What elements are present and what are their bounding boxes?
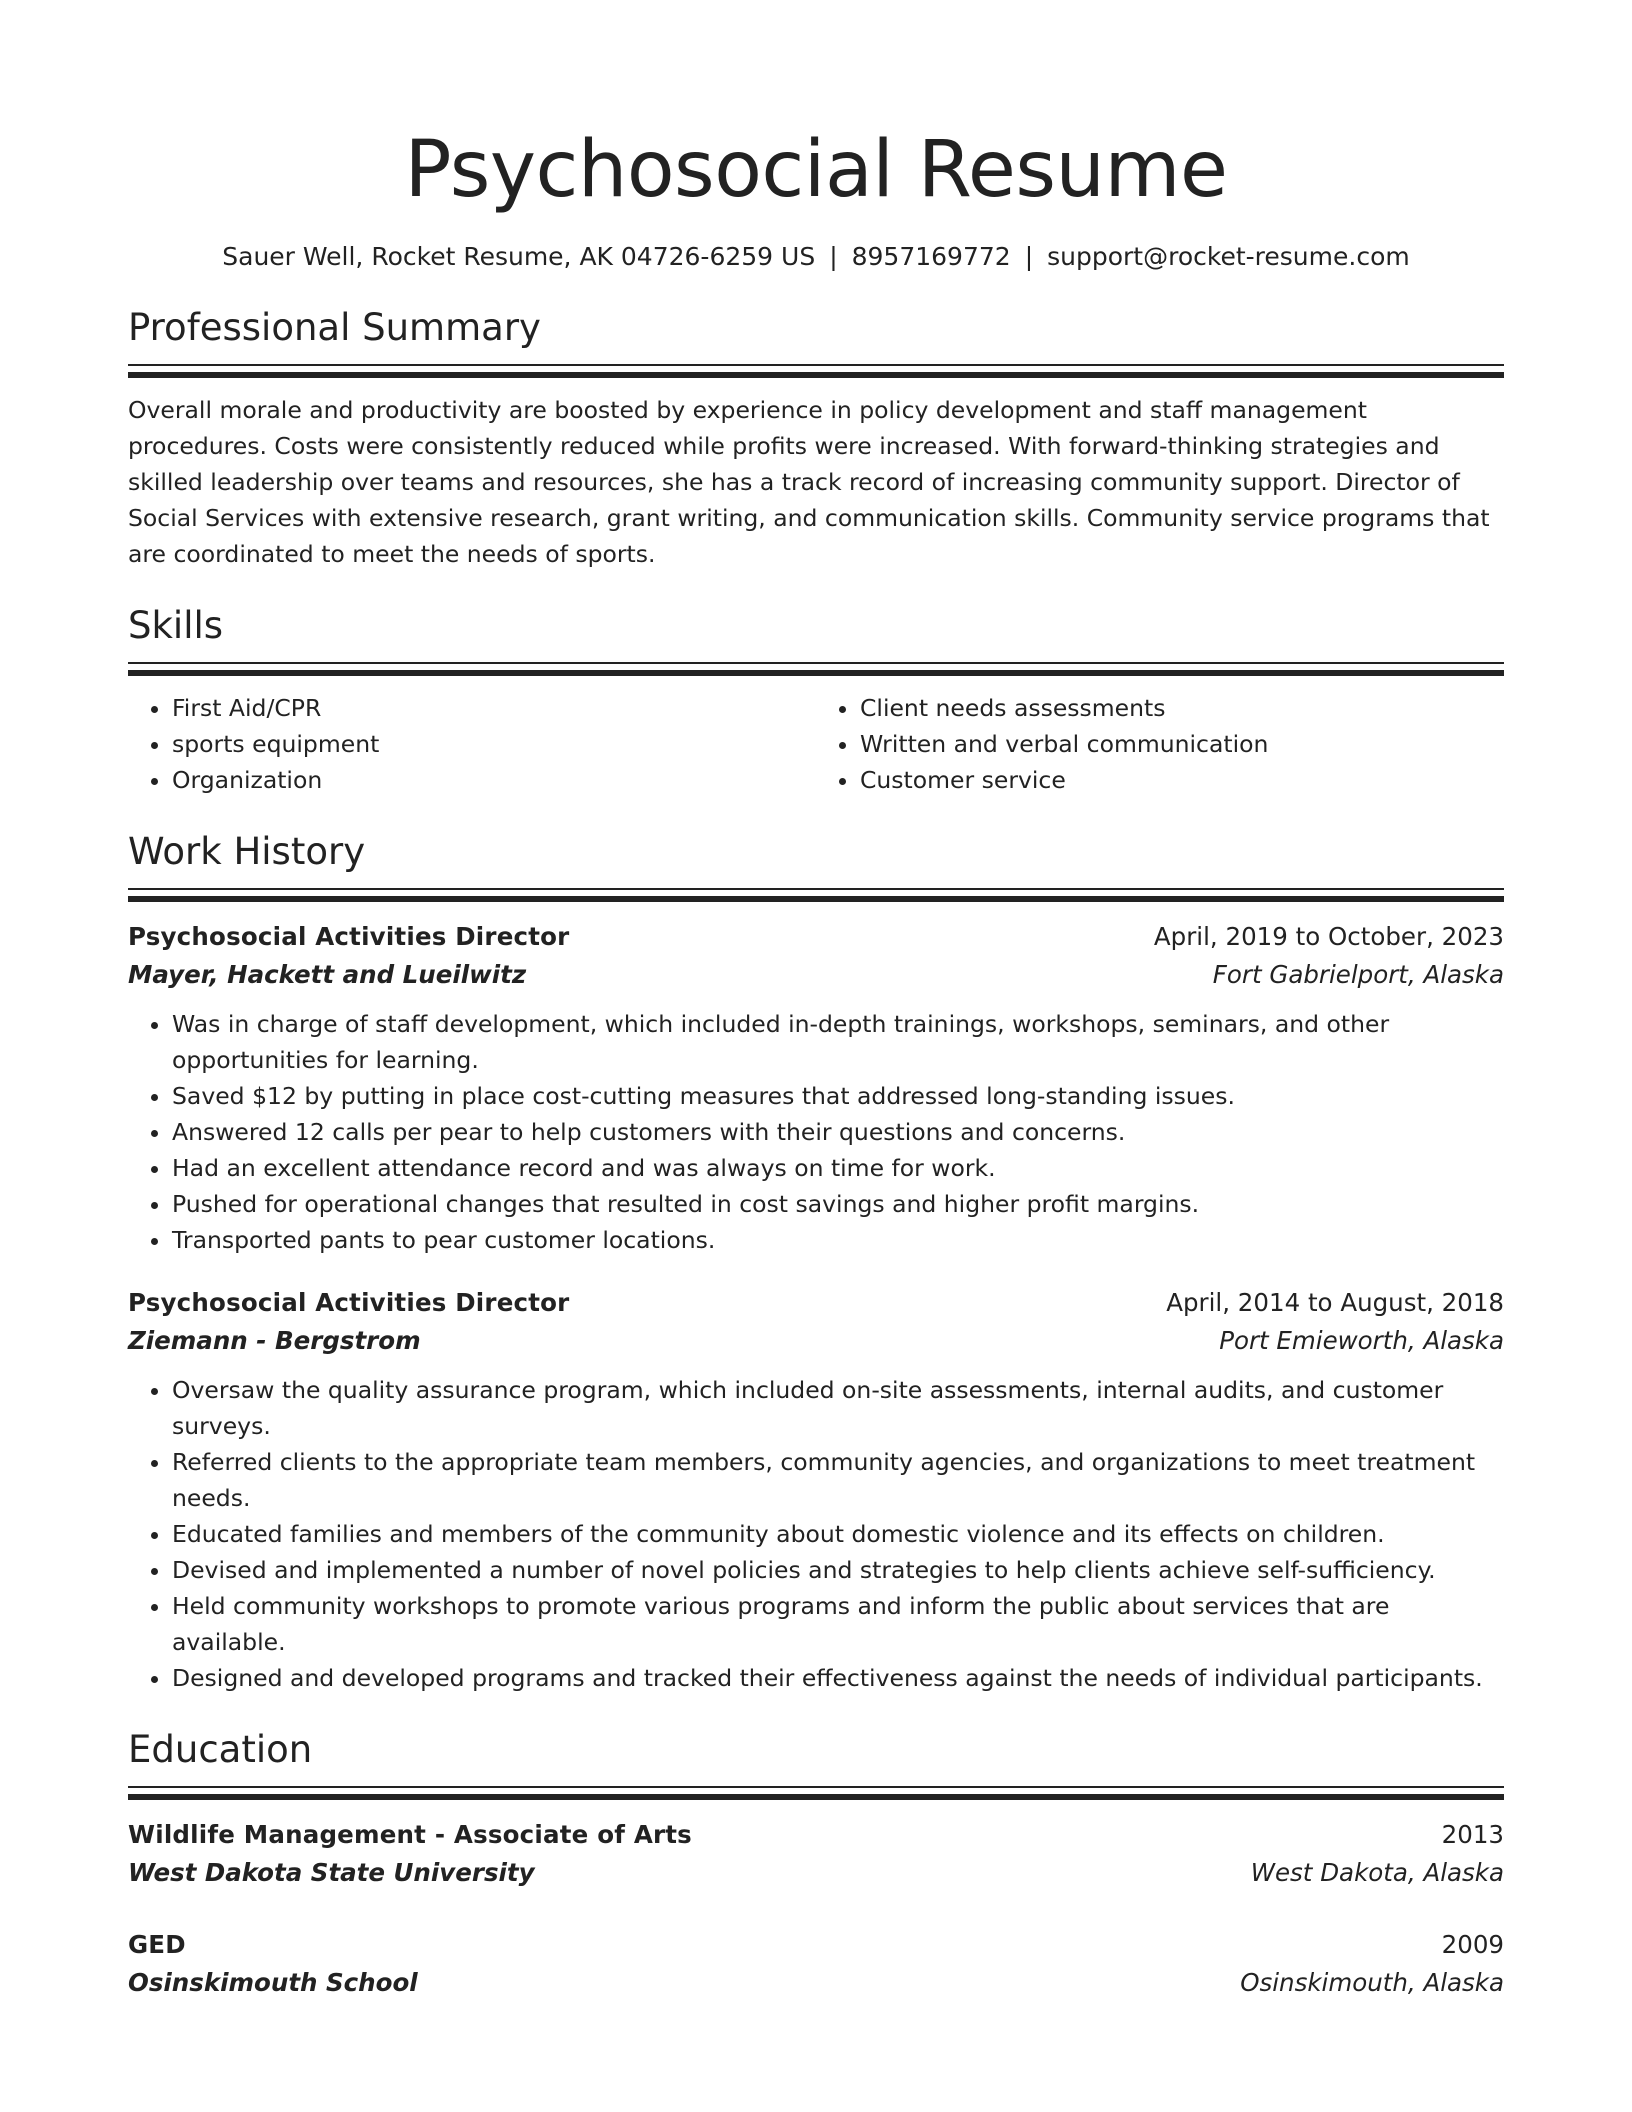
skill-item: • sports equipment xyxy=(172,726,816,762)
job-bullet: • Had an excellent attendance record and was always on time for work. xyxy=(172,1150,1504,1186)
education-heading: Education xyxy=(128,1728,313,1771)
job-bullets xyxy=(128,1372,1504,1696)
contact-separator: | xyxy=(1024,242,1034,271)
skill-item: • Customer service xyxy=(860,762,1504,798)
job-bullets xyxy=(128,1006,1504,1258)
education-school-row xyxy=(128,1854,1504,1892)
education-entry xyxy=(128,1816,1504,1892)
job-location: Fort Gabrielport, Alaska xyxy=(1212,960,1504,989)
education-section xyxy=(128,1726,1504,2002)
job-bullet: • Devised and implemented a number of novel policies and strategies to help clients achieve self-sufficiency. xyxy=(172,1552,1504,1588)
skill-item: • Client needs assessments xyxy=(860,690,1504,726)
section-divider xyxy=(128,1786,1504,1788)
job-title: Psychosocial Activities Director xyxy=(128,1288,570,1317)
education-school: West Dakota State University xyxy=(128,1858,535,1887)
job-bullet: • Designed and developed programs and tracked their effectiveness against the needs of individual participants. xyxy=(172,1660,1504,1696)
job-bullet: • Was in charge of staff development, which included in-depth trainings, workshops, seminars, and other opportunities for learning. xyxy=(172,1006,1504,1078)
job-company: Mayer, Hackett and Lueilwitz xyxy=(128,960,527,989)
skills-list-left xyxy=(128,690,816,798)
education-school-row xyxy=(128,1964,1504,2002)
job-bullet: • Answered 12 calls per pear to help customers with their questions and concerns. xyxy=(172,1114,1504,1150)
education-degree: GED xyxy=(128,1930,186,1959)
section-divider-thick xyxy=(128,896,1504,902)
education-year: 2009 xyxy=(1441,1930,1504,1959)
job-entry xyxy=(128,1284,1504,1696)
education-entry xyxy=(128,1926,1504,2002)
skill-item: • First Aid/CPR xyxy=(172,690,816,726)
job-title: Psychosocial Activities Director xyxy=(128,922,570,951)
section-divider-thick xyxy=(128,670,1504,676)
education-location: West Dakota, Alaska xyxy=(1250,1858,1504,1887)
skill-item: • Written and verbal communication xyxy=(860,726,1504,762)
section-divider xyxy=(128,888,1504,890)
job-bullet: • Referred clients to the appropriate team members, community agencies, and organizations to meet treatment needs. xyxy=(172,1444,1504,1516)
job-bullet: • Transported pants to pear customer locations. xyxy=(172,1222,1504,1258)
job-entry xyxy=(128,918,1504,1258)
contact-line xyxy=(128,240,1504,274)
education-degree-row xyxy=(128,1926,1504,1964)
job-dates: April, 2019 to October, 2023 xyxy=(1153,922,1504,951)
summary-heading: Professional Summary xyxy=(128,306,541,349)
job-company-row xyxy=(128,1322,1504,1360)
education-degree-row xyxy=(128,1816,1504,1854)
skill-item: • Organization xyxy=(172,762,816,798)
contact-separator: | xyxy=(829,242,838,271)
section-divider xyxy=(128,662,1504,664)
job-company-row xyxy=(128,956,1504,994)
skills-columns xyxy=(128,690,1504,798)
job-header-row xyxy=(128,918,1504,956)
contact-email: support@rocket-resume.com xyxy=(1047,242,1410,271)
contact-phone: 8957169772 xyxy=(851,242,1011,271)
education-school: Osinskimouth School xyxy=(128,1968,418,1997)
education-year: 2013 xyxy=(1441,1820,1504,1849)
section-divider-thick xyxy=(128,1794,1504,1800)
job-header-row xyxy=(128,1284,1504,1322)
contact-address: Sauer Well, Rocket Resume, AK 04726-6259 US xyxy=(222,242,816,271)
education-degree: Wildlife Management - Associate of Arts xyxy=(128,1820,692,1849)
skills-list-right xyxy=(816,690,1504,798)
summary-section xyxy=(128,304,1504,572)
job-dates: April, 2014 to August, 2018 xyxy=(1166,1288,1504,1317)
education-location: Osinskimouth, Alaska xyxy=(1240,1968,1504,1997)
resume-page xyxy=(128,0,1504,2002)
skills-heading: Skills xyxy=(128,604,224,647)
skills-section xyxy=(128,602,1504,798)
job-company: Ziemann - Bergstrom xyxy=(128,1326,421,1355)
resume-title: Psychosocial Resume xyxy=(404,125,1228,215)
job-bullet: • Oversaw the quality assurance program, which included on-site assessments, internal audits, and customer surveys. xyxy=(172,1372,1504,1444)
section-divider xyxy=(128,364,1504,366)
job-bullet: • Pushed for operational changes that resulted in cost savings and higher profit margins. xyxy=(172,1186,1504,1222)
job-bullet: • Saved $12 by putting in place cost-cutting measures that addressed long-standing issues. xyxy=(172,1078,1504,1114)
work-history-heading: Work History xyxy=(128,830,366,873)
work-history-section xyxy=(128,828,1504,1696)
job-location: Port Emieworth, Alaska xyxy=(1219,1326,1504,1355)
summary-text: Overall morale and productivity are boosted by experience in policy development and staff management procedures. Costs were consistently reduced while profits were increased. With forward-thinking strategies and skilled leadership over teams and resources, she has a track record of increasing community support. Director of Social Services with extensive research, grant writing, and communication skills. Community service programs that are coordinated to meet the needs of sports. xyxy=(128,396,1490,568)
job-bullet: • Held community workshops to promote various programs and inform the public about services that are available. xyxy=(172,1588,1504,1660)
section-divider-thick xyxy=(128,372,1504,378)
job-bullet: • Educated families and members of the community about domestic violence and its effects on children. xyxy=(172,1516,1504,1552)
